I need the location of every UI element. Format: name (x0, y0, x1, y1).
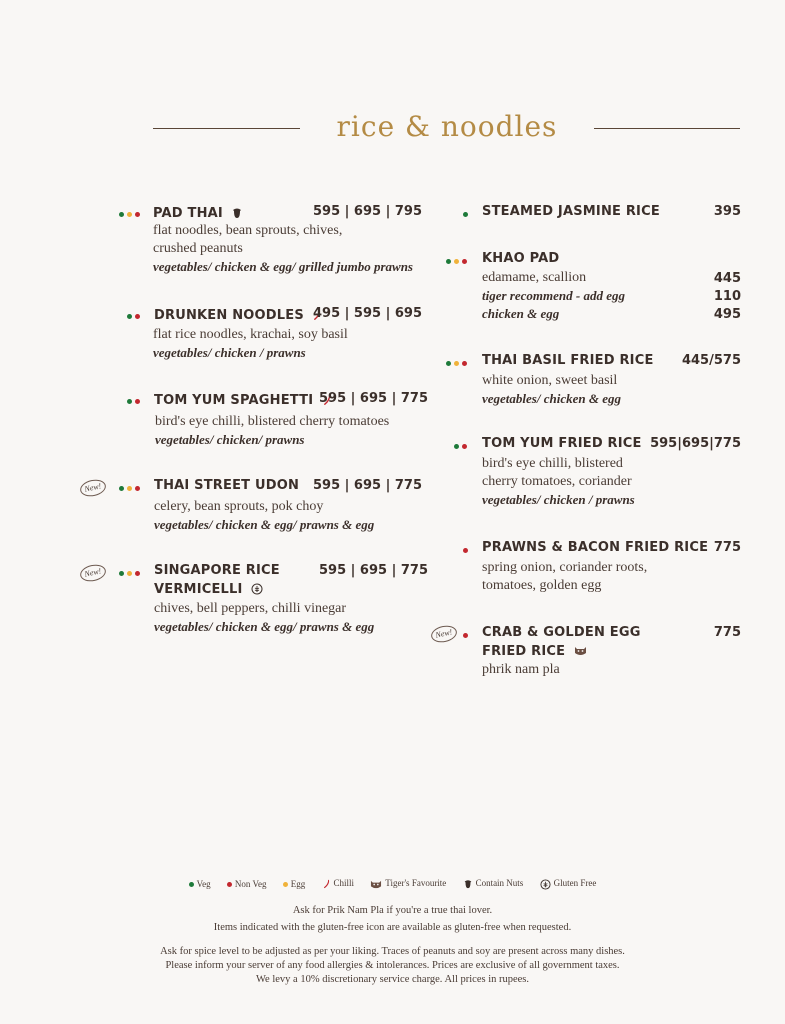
item-name: STEAMED JASMINE RICE (482, 204, 660, 219)
veg-dot (119, 212, 124, 217)
veg-dot (119, 571, 124, 576)
item-desc: spring onion, coriander roots, (482, 560, 648, 575)
diet-dots (127, 308, 143, 326)
diet-dots (454, 438, 470, 456)
item-price: 595 | 695 | 775 (319, 563, 429, 578)
legend (0, 878, 785, 890)
diet-dots (463, 627, 471, 645)
new-badge: New! (430, 623, 459, 644)
item-name: THAI BASIL FRIED RICE (482, 353, 654, 368)
legend-label: Chilli (333, 878, 355, 889)
legend-label: Gluten Free (553, 878, 597, 889)
note-service-charge: We levy a 10% discretionary service charge. All prices in rupees. (255, 974, 530, 985)
gluten-free-icon (540, 879, 551, 890)
legend-label: Tiger's Favourite (385, 878, 447, 889)
item-options: vegetables/ chicken / prawns (153, 345, 306, 360)
veg-dot (446, 361, 451, 366)
veg-dot (454, 444, 459, 449)
egg-dot (127, 486, 132, 491)
item-price: 595 | 695 | 795 (313, 204, 423, 219)
note-prik-nam-pla: Ask for Prik Nam Pla if you're a true thai lover. (292, 905, 493, 916)
veg-dot (127, 399, 132, 404)
veg-dot (127, 314, 132, 319)
item-name: PAD THAI (153, 206, 223, 221)
item-options: vegetables/ chicken / prawns (482, 492, 635, 507)
diet-dots (446, 253, 470, 271)
nonveg-dot (135, 212, 140, 217)
legend-label: Non Veg (234, 878, 267, 889)
contain-nuts-icon (463, 879, 473, 889)
title-rule-left (153, 128, 300, 129)
chilli-icon (322, 879, 331, 889)
note-allergies: Please inform your server of any food allergies & intolerances. Prices are exclusive of all government taxes. (165, 960, 620, 971)
item-desc: tomatoes, golden egg (482, 578, 602, 593)
nonveg-dot (135, 399, 140, 404)
item-desc: cherry tomatoes, coriander (482, 474, 632, 489)
legend-chilli (322, 878, 355, 889)
item-name-line2: FRIED RICE (482, 644, 566, 659)
item-desc: bird's eye chilli, blistered cherry tomatoes (155, 414, 390, 429)
title-rule-right (594, 128, 740, 129)
item-desc: phrik nam pla (482, 662, 560, 677)
item-desc: crushed peanuts (153, 241, 243, 256)
item-price: 445 (713, 271, 741, 286)
item-price: 445/575 (681, 353, 741, 368)
item-name: TOM YUM FRIED RICE (482, 436, 642, 451)
item-options: vegetables/ chicken & egg/ prawns & egg (154, 517, 375, 532)
veg-dot (446, 259, 451, 264)
legend-label: Contain Nuts (475, 878, 524, 889)
item-name: CRAB & GOLDEN EGG (482, 625, 641, 640)
diet-dots (119, 565, 143, 583)
item-name: PRAWNS & BACON FRIED RICE (482, 540, 709, 555)
item-desc: edamame, scallion (482, 270, 587, 285)
nonveg-dot (135, 571, 140, 576)
item-price: 775 (713, 625, 741, 640)
item-option-price: 495 (713, 307, 741, 322)
nonveg-dot (462, 444, 467, 449)
note-gluten-free: Items indicated with the gluten-free icon are available as gluten-free when requested. (213, 922, 572, 933)
diet-dots (127, 393, 143, 411)
item-price: 395 (713, 204, 741, 219)
item-desc: flat noodles, bean sprouts, chives, (153, 223, 343, 238)
egg-dot (127, 571, 132, 576)
item-desc: flat rice noodles, krachai, soy basil (153, 327, 348, 342)
egg-dot (454, 361, 459, 366)
egg-dot (127, 212, 132, 217)
item-price: 595 | 695 | 775 (313, 478, 423, 493)
item-options: vegetables/ chicken/ prawns (155, 432, 305, 447)
new-badge: New! (79, 562, 108, 583)
legend-label: Egg (290, 878, 306, 889)
nonveg-dot (462, 259, 467, 264)
contain-nuts-icon (231, 207, 243, 219)
nonveg-dot (462, 361, 467, 366)
diet-dots (446, 355, 470, 373)
item-price: 495 | 595 | 695 (313, 306, 423, 321)
item-options: vegetables/ chicken & egg (482, 391, 621, 406)
legend-egg (283, 879, 306, 889)
diet-dots (463, 206, 471, 224)
egg-dot (283, 882, 288, 887)
nonveg-dot (463, 548, 468, 553)
gluten-free-icon (251, 583, 263, 595)
legend-label: Veg (196, 878, 211, 889)
nonveg-dot (135, 314, 140, 319)
item-name: TOM YUM SPAGHETTI (154, 393, 314, 408)
tiger-favourite-icon (370, 879, 382, 890)
legend-veg (189, 879, 211, 889)
diet-dots (463, 542, 471, 560)
item-name-line2: VERMICELLI (154, 582, 243, 597)
item-price: 595 | 695 | 775 (319, 391, 429, 406)
item-price: 595|695|775 (650, 436, 741, 451)
veg-dot (119, 486, 124, 491)
veg-dot (463, 212, 468, 217)
diet-dots (119, 206, 143, 224)
legend-nonveg (227, 879, 267, 889)
item-desc: chives, bell peppers, chilli vinegar (154, 601, 347, 616)
new-badge: New! (79, 477, 108, 498)
item-option: chicken & egg (482, 306, 560, 321)
item-options: vegetables/ chicken & egg/ grilled jumbo prawns (153, 259, 413, 274)
nonveg-dot (463, 633, 468, 638)
item-options: vegetables/ chicken & egg/ prawns & egg (154, 619, 375, 634)
legend-nuts (463, 878, 524, 889)
veg-dot (189, 882, 194, 887)
note-spice-level: Ask for spice level to be adjusted as per your liking. Traces of peanuts and soy are present across many dishes. (160, 946, 625, 957)
item-desc: white onion, sweet basil (482, 373, 618, 388)
item-option-price: 110 (713, 289, 741, 304)
section-header (0, 110, 785, 146)
item-name: DRUNKEN NOODLES (154, 308, 304, 323)
legend-tiger (370, 878, 446, 889)
page-title: rice & noodles (336, 110, 558, 143)
diet-dots (119, 480, 143, 498)
nonveg-dot (227, 882, 232, 887)
item-desc: bird's eye chilli, blistered (482, 456, 623, 471)
item-name: THAI STREET UDON (154, 478, 300, 493)
legend-gluten-free (540, 878, 597, 889)
tiger-favourite-icon (574, 645, 587, 657)
item-desc: celery, bean sprouts, pok choy (154, 499, 324, 514)
egg-dot (454, 259, 459, 264)
item-name: SINGAPORE RICE (154, 563, 280, 578)
item-option: tiger recommend - add egg (482, 288, 625, 303)
item-price: 775 (713, 540, 741, 555)
item-name: KHAO PAD (482, 251, 560, 266)
nonveg-dot (135, 486, 140, 491)
